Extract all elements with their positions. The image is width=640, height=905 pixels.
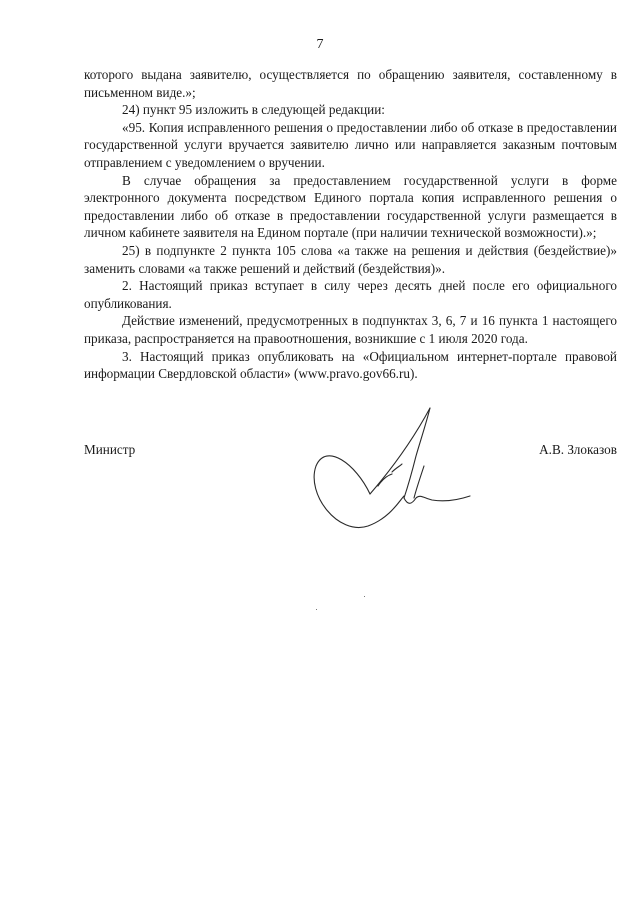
scan-speck: [364, 596, 365, 597]
signatory-title: Министр: [84, 442, 136, 457]
paragraph-clause-95: «95. Копия исправленного решения о предоставлении либо об отказе в предоставлении государственной услуги вручается заявителю лично или направляется заказным почтовым отправлением с уведомлением о вручении.: [84, 119, 617, 170]
paragraph-retroactive-effect: Действие изменений, предусмотренных в подпунктах 3, 6, 7 и 16 пункта 1 настоящего приказа, распространяется на правоотношения, возникшие с 1 июля 2020 года.: [84, 313, 617, 346]
document-body: [84, 66, 617, 383]
paragraph-item-24: 24) пункт 95 изложить в следующей редакции:: [122, 102, 385, 118]
paragraph-continuation: которого выдана заявителю, осуществляется по обращению заявителя, составленному в письменном виде.»;: [84, 67, 617, 100]
paragraph-electronic-document: В случае обращения за предоставлением государственной услуги в форме электронного документа посредством Единого портала копия исправленного решения о предоставлении либо об отказе в предоставлении государственной услуги размещается в личном кабинете заявителя на Едином портале (при наличии технической возможности).»;: [84, 172, 617, 241]
scan-speck: [316, 609, 317, 610]
signatory-name: А.В. Злоказов: [539, 442, 617, 457]
paragraph-item-25: 25) в подпункте 2 пункта 105 слова «а также на решения и действия (бездействие)» заменить словами «а также решений и действий (бездействия)».: [84, 242, 617, 276]
paragraph-effective-date: 2. Настоящий приказ вступает в силу через десять дней после его официального опубликования.: [84, 278, 617, 311]
handwritten-signature-icon: [308, 394, 478, 544]
paragraph-publication: 3. Настоящий приказ опубликовать на «Официальном интернет-портале правовой информации Свердловской области» (www.pravo.gov66.ru).: [84, 348, 617, 382]
page-number: 7: [316, 37, 324, 52]
